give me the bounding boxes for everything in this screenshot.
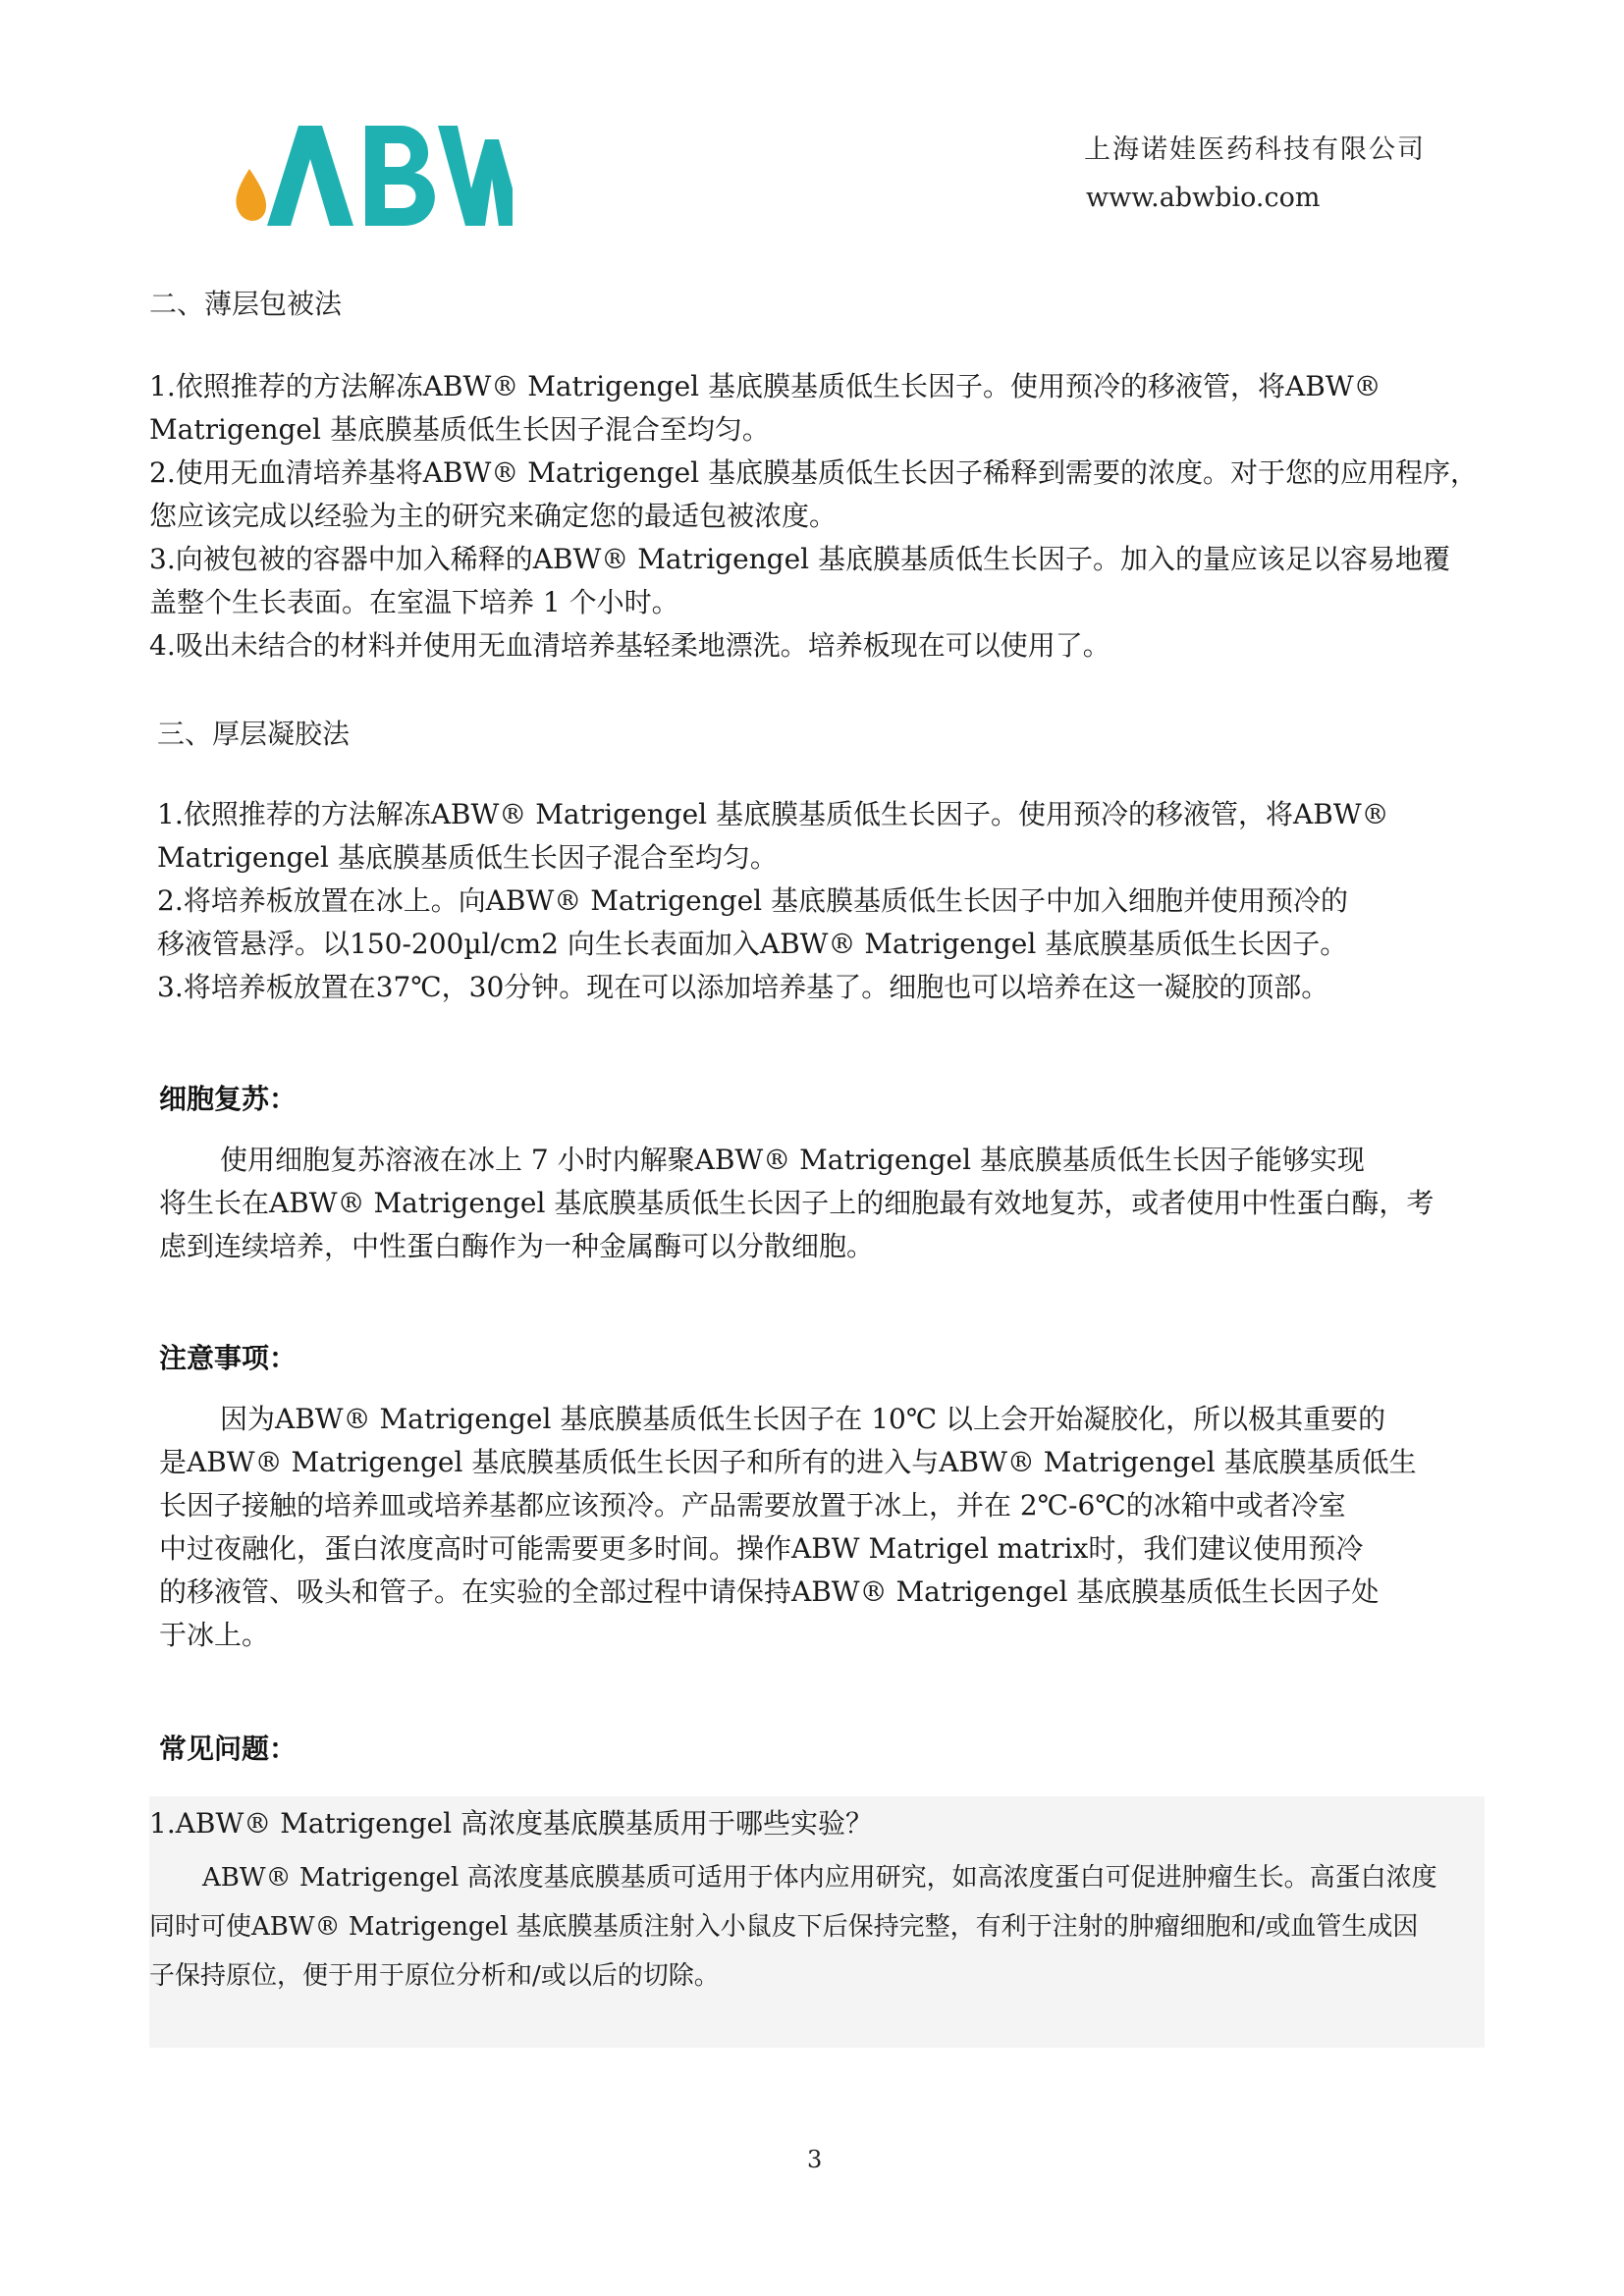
- notes-line: 的移液管、吸头和管子。在实验的全部过程中请保持ABW® Matrigengel 基底膜基质低生长因子处: [159, 1575, 1380, 1608]
- company-name: 上海诺娃医药科技有限公司: [1084, 134, 1426, 165]
- section3-line: 移液管悬浮。以150-200µl/cm2 向生长表面加入ABW® Matrigengel 基底膜基质低生长因子。: [157, 928, 1348, 960]
- section2-body: [149, 365, 1478, 667]
- section3-line: 2.将培养板放置在冰上。向ABW® Matrigengel 基底膜基质低生长因子中加入细胞并使用预冷的: [157, 884, 1349, 917]
- section2-line: 4.吸出未结合的材料并使用无血清培养基轻柔地漂洗。培养板现在可以使用了。: [149, 629, 1110, 662]
- recovery-line: 使用细胞复苏溶液在冰上 7 小时内解聚ABW® Matrigengel 基底膜基质低生长因子能够实现: [220, 1144, 1365, 1176]
- recovery-title: 细胞复苏：: [159, 1083, 298, 1115]
- notes-line: 因为ABW® Matrigengel 基底膜基质低生长因子在 10℃ 以上会开始凝胶化，所以极其重要的: [220, 1403, 1386, 1435]
- section2-line: 盖整个生长表面。在室温下培养 1 个小时。: [149, 586, 679, 618]
- section2-line: 您应该完成以经验为主的研究来确定您的最适包被浓度。: [149, 500, 838, 532]
- section3-line: 3.将培养板放置在37℃，30分钟。现在可以添加培养基了。细胞也可以培养在这一凝胶的顶部。: [157, 971, 1329, 1003]
- faq-answer: [149, 1853, 1437, 2001]
- recovery-body: [159, 1139, 1434, 1268]
- recovery-line: 将生长在ABW® Matrigengel 基底膜基质低生长因子上的细胞最有效地复苏，或者使用中性蛋白酶，考: [159, 1187, 1435, 1219]
- recovery-line: 虑到连续培养，中性蛋白酶作为一种金属酶可以分散细胞。: [159, 1230, 875, 1262]
- faq-title: 常见问题：: [159, 1733, 298, 1765]
- section3-title: 三、厚层凝胶法: [157, 718, 351, 750]
- section2-title: 二、薄层包被法: [149, 288, 343, 320]
- section3-line: Matrigengel 基底膜基质低生长因子混合至均匀。: [157, 841, 778, 874]
- abw-logo: [228, 120, 513, 230]
- section3-line: 1.依照推荐的方法解冻ABW® Matrigengel 基底膜基质低生长因子。使用预冷的移液管，将ABW®: [157, 798, 1389, 830]
- faq-answer-line: 同时可使ABW® Matrigengel 基底膜基质注射入小鼠皮下后保持完整，有利于注射的肿瘤细胞和/或血管生成因: [149, 1912, 1419, 1942]
- section2-line: 3.向被包被的容器中加入稀释的ABW® Matrigengel 基底膜基质低生长因子。加入的量应该足以容易地覆: [149, 543, 1451, 575]
- faq-question: 1.ABW® Matrigengel 高浓度基底膜基质用于哪些实验？: [149, 1807, 874, 1840]
- notes-title: 注意事项：: [159, 1342, 298, 1374]
- notes-line: 长因子接触的培养皿或培养基都应该预冷。产品需要放置于冰上，并在 2℃-6℃的冰箱中或者冷室: [159, 1489, 1346, 1522]
- faq-answer-line: ABW® Matrigengel 高浓度基底膜基质可适用于体内应用研究，如高浓度蛋白可促进肿瘤生长。高蛋白浓度: [202, 1863, 1437, 1893]
- page-number: 3: [807, 2146, 823, 2173]
- section2-line: 2.使用无血清培养基将ABW® Matrigengel 基底膜基质低生长因子稀释到需要的浓度。对于您的应用程序，: [149, 456, 1479, 489]
- section3-body: [157, 793, 1389, 1009]
- notes-line: 于冰上。: [159, 1619, 270, 1651]
- faq-answer-line: 子保持原位，便于用于原位分析和/或以后的切除。: [149, 1961, 720, 1991]
- notes-body: [159, 1398, 1417, 1657]
- section2-line: 1.依照推荐的方法解冻ABW® Matrigengel 基底膜基质低生长因子。使用预冷的移液管，将ABW®: [149, 370, 1381, 402]
- website-url: www.abwbio.com: [1086, 183, 1321, 213]
- notes-line: 是ABW® Matrigengel 基底膜基质低生长因子和所有的进入与ABW® Matrigengel 基底膜基质低生: [159, 1446, 1417, 1478]
- section2-line: Matrigengel 基底膜基质低生长因子混合至均匀。: [149, 413, 770, 446]
- notes-line: 中过夜融化，蛋白浓度高时可能需要更多时间。操作ABW Matrigel matrix时，我们建议使用预冷: [159, 1532, 1364, 1565]
